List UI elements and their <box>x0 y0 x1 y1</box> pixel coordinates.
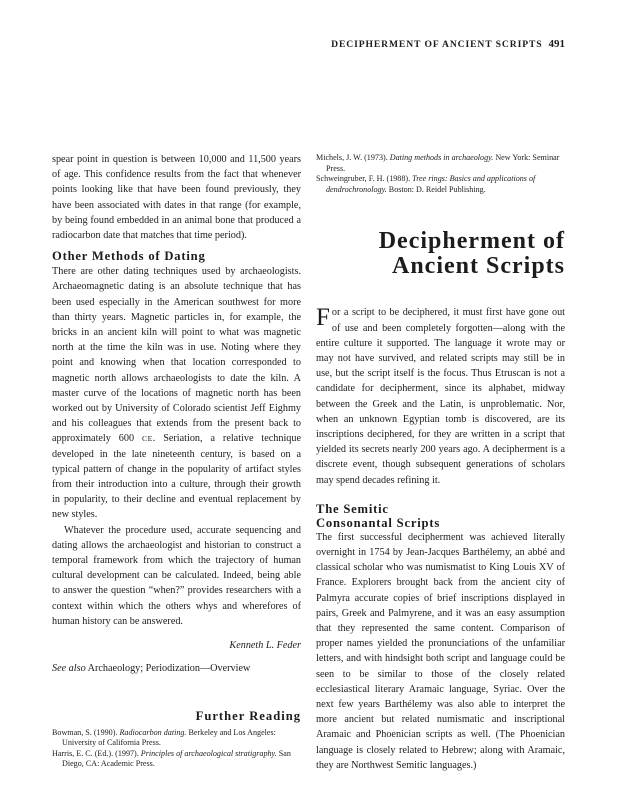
running-title: DECIPHERMENT OF ANCIENT SCRIPTS <box>331 39 543 50</box>
reference-entry: Michels, J. W. (1973). Dating methods in archaeology. New York: Seminar Press. <box>316 153 560 173</box>
further-reading-heading: Further Reading <box>195 708 301 723</box>
paragraph: spear point in question is between 10,000 and 11,500 years of age. This confidence results from the fact that whenever points looking like that have been found previously, they have been associated with dates in that range (for example, by being found embedded in an animal bone that produced a radiocarbon date that matches that time period). <box>52 154 301 242</box>
reference-entry: Schweingruber, F. H. (1988). Tree rings: Basics and applications of dendrochronology. Boston: D. Reidel Publishing. <box>316 174 536 194</box>
reference-list <box>316 153 565 195</box>
right-column <box>316 153 565 773</box>
reference-entry: Bowman, S. (1990). Radiocarbon dating. Berkeley and Los Angeles: University of California Press. <box>52 727 276 748</box>
see-also-label: See also <box>52 663 86 675</box>
page-number: 491 <box>548 38 565 50</box>
paragraph: Whatever the procedure used, accurate sequencing and dating allows the archaeologist and historian to construct a temporal framework from which the trajectory of human cultural development can be calculated. Indeed, being able to answer the question “when?” provides researchers with a context within which the others whys and wherefores of human history can be answered. <box>52 524 301 627</box>
section-heading-other-methods: Other Methods of Dating <box>52 249 206 264</box>
reference-entry: Harris, E. C. (Ed.). (1997). Principles of archaeological stratigraphy. San Diego, CA: Academic Press. <box>52 748 291 769</box>
running-head <box>331 38 565 50</box>
left-column <box>52 152 301 770</box>
paragraph: There are other dating techniques used by archaeologists. Archaeomagnetic dating is an absolute technique that has been used especially in the American southwest for more than thirty years. Magnetic particles in, for example, the bricks in an ancient kiln will point to what was magnetic north at the time the kiln was in use. Noting where they point and knowing when that location corresponded to magnetic north allows archaeologists to date the kiln. A master curve of the locations of magnetic north has been worked out by University of Colorado scientist Jeff Eighmy and his colleagues that extends from the present back to approximately 600 CE. Seriation, a relative technique developed in the late nineteenth century, is based on a typical pattern of change in the popularity of artifact styles from their introduction into a culture, through their growth in popularity, to their decline and eventual replacement by new styles. <box>52 266 301 521</box>
author-signature: Kenneth L. Feder <box>229 640 301 652</box>
drop-cap: F <box>316 304 330 332</box>
era-abbrev: CE <box>141 434 153 444</box>
see-also-links[interactable]: Archaeology; Periodization—Overview <box>85 663 251 675</box>
see-also <box>52 661 301 676</box>
paragraph: The first successful decipherment was achieved literally overnight in 1754 by Jean-Jacques Barthélemy, an abbé and classical scholar who was numismatist to King Louis XV of France. Explorers brought back from the ancient city of Palmyra accurate copies of brief inscriptions displayed in pairs, Greek and Palmyrene, and it was an easy assumption that they represented the same content. Comparison of proper names yielded the pronunciations of the unfamiliar letters, and with hindsight both script and language could be seen to be similar to those of the closely related ecclesiastical literary Aramaic language, Syriac. Over the next few years Barthélemy was also able to interpret the more ancient but related numismatic and inscriptional Aramaic and Phoenician scripts as well. (The Phoenician language is closely related to Hebrew; along with Aramaic, they are Northwest Semitic languages.) <box>316 531 565 771</box>
lead-paragraph: For a script to be deciphered, it must first have gone out of use and been completely forgotten—along with the entire culture it supported. The language it wrote may or may not have survived, and related scripts may still be in use, but the script itself is the focus. Thus Etruscan is not a candidate for decipherment, since its alphabet, midway between the Greek and the Latin, is unproblematic. Nor, when an unknown Egyptian tomb is discovered, are its inscriptions deciphered, for they are written in a script that yielded its secrets nearly 200 years ago. A decipherment is a discrete event, though subsequent generations of scholars may spend decades refining it. <box>316 304 565 486</box>
article-title: Decipherment of Ancient Scripts <box>378 228 565 280</box>
section-heading-semitic: The Semitic Consonantal Scripts <box>316 501 441 530</box>
